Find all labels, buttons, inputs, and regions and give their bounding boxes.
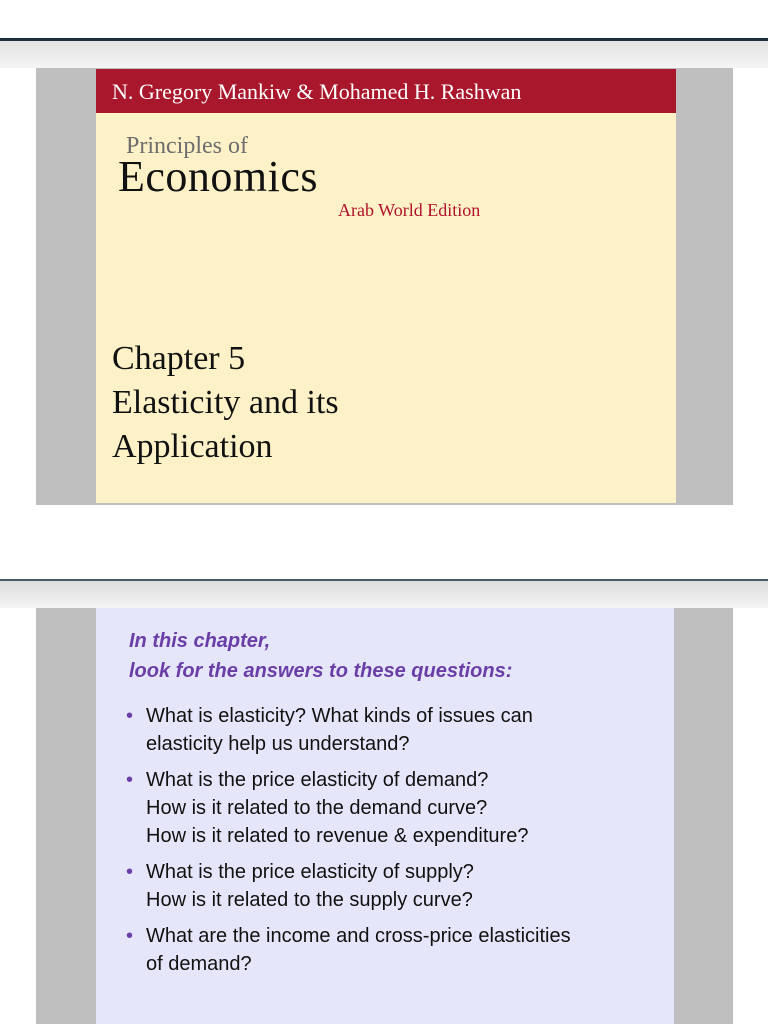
question-line: How is it related to revenue & expenditure? bbox=[146, 825, 529, 847]
economics-title: Economics bbox=[118, 152, 319, 201]
slide1-header-bar bbox=[96, 69, 676, 113]
edition-label: Arab World Edition bbox=[338, 200, 481, 220]
heading-line: look for the answers to these questions: bbox=[129, 660, 513, 682]
top-bar bbox=[0, 0, 768, 38]
question-list bbox=[126, 702, 666, 986]
chapter-line: Application bbox=[112, 428, 273, 465]
question-line: What is elasticity? What kinds of issues can bbox=[146, 705, 533, 727]
question-item bbox=[126, 702, 666, 758]
question-line: How is it related to the supply curve? bbox=[146, 889, 473, 911]
page-band-1 bbox=[0, 41, 768, 68]
question-line: How is it related to the demand curve? bbox=[146, 797, 488, 819]
bullet-icon: • bbox=[126, 861, 134, 883]
bullet-icon: • bbox=[126, 705, 134, 727]
question-line: What is the price elasticity of supply? bbox=[146, 861, 474, 883]
chapter-title bbox=[112, 337, 339, 469]
principles-of-text: Principles of bbox=[126, 133, 248, 159]
chapter-questions-heading bbox=[129, 626, 512, 686]
question-line: What is the price elasticity of demand? bbox=[146, 769, 489, 791]
chapter-line: Elasticity and its bbox=[112, 384, 339, 421]
slide-2-questions bbox=[96, 608, 674, 1024]
page-band-2 bbox=[0, 581, 768, 608]
authors-text: N. Gregory Mankiw & Mohamed H. Rashwan bbox=[112, 79, 522, 104]
bullet-icon: • bbox=[126, 769, 134, 791]
question-item bbox=[126, 922, 666, 978]
question-item bbox=[126, 858, 666, 914]
chapter-line: Chapter 5 bbox=[112, 340, 246, 377]
heading-line: In this chapter, bbox=[129, 630, 271, 652]
question-line: elasticity help us understand? bbox=[146, 733, 410, 755]
page-gap bbox=[0, 505, 768, 579]
bullet-icon: • bbox=[126, 925, 134, 947]
question-line: What are the income and cross-price elasticities bbox=[146, 925, 571, 947]
slide-1-title bbox=[96, 69, 676, 503]
question-item bbox=[126, 766, 666, 850]
question-line: of demand? bbox=[146, 953, 252, 975]
